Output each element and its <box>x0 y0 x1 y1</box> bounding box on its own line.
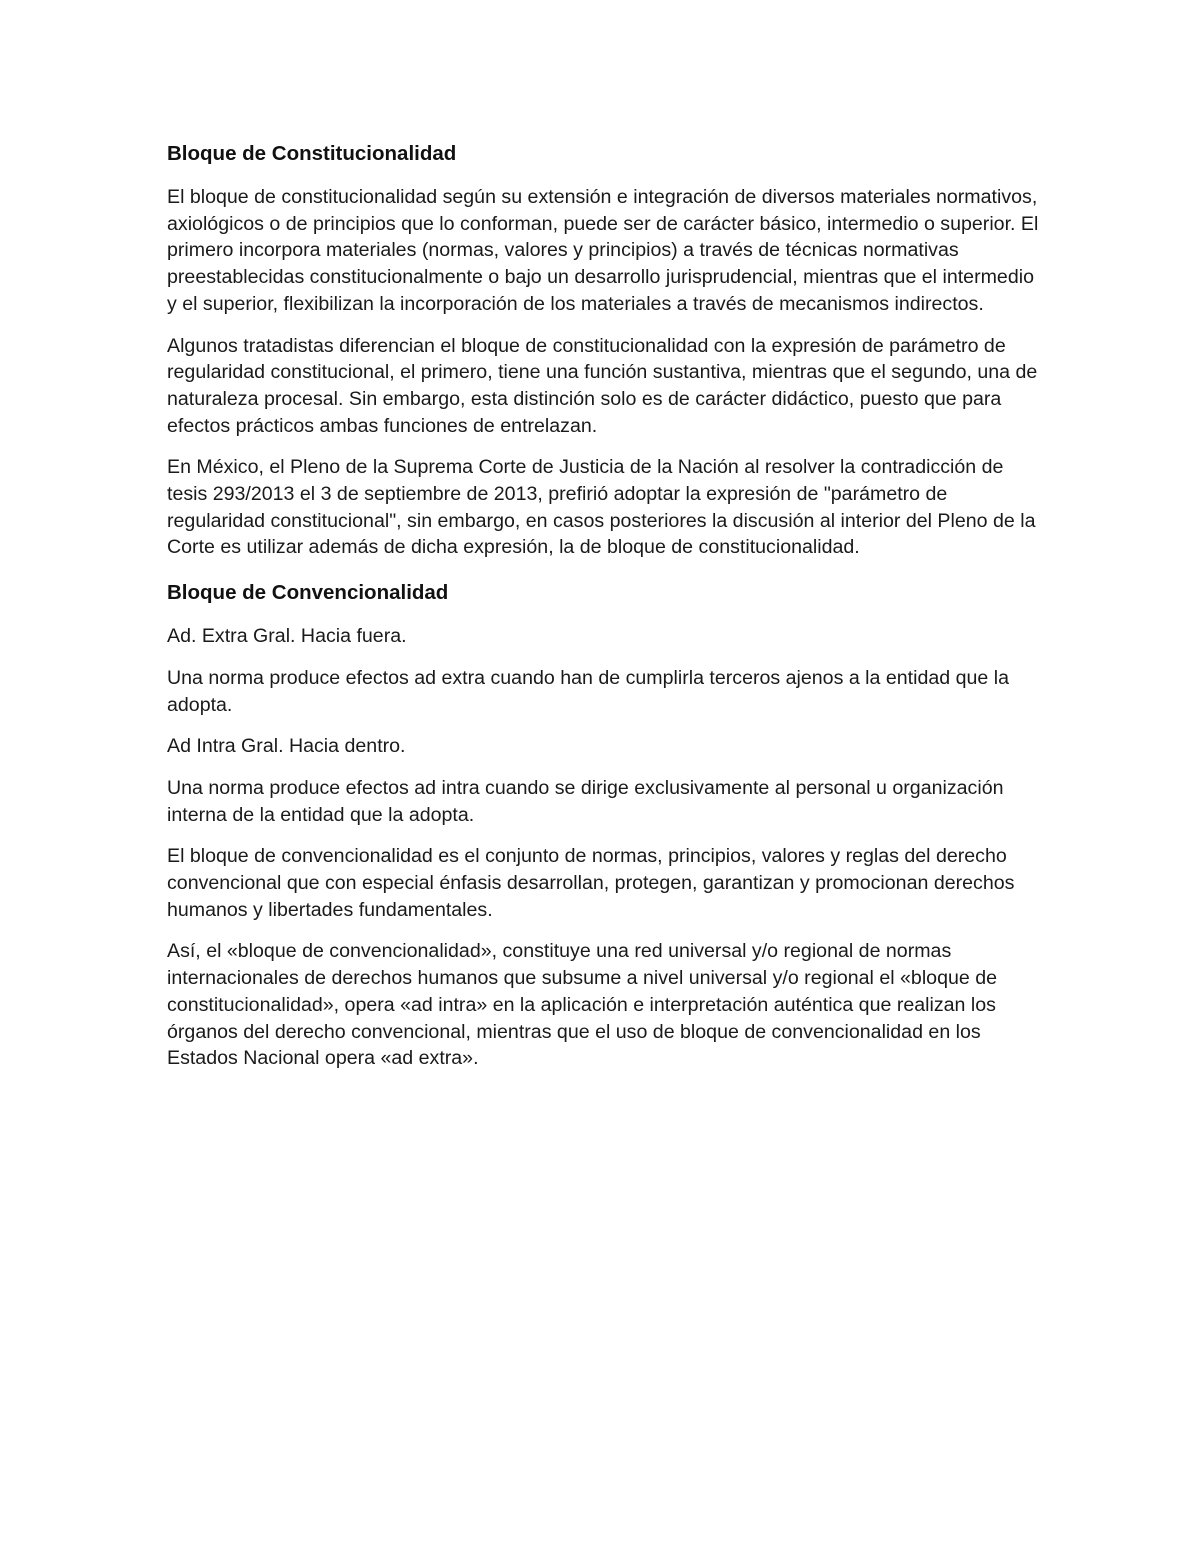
section-heading: Bloque de Constitucionalidad <box>167 142 457 165</box>
paragraph: Así, el «bloque de convencionalidad», constituye una red universal y/o regional de normas internacionales de derechos humanos que subsume a nivel universal y/o regional el «bloque de constitucionalidad», opera «ad intra» en la aplicación e interpretación auténtica que realizan los órganos del derecho convencional, mientras que el uso de bloque de convencionalidad en los Estados Nacional opera «ad extra». <box>167 940 998 1070</box>
paragraph: Ad. Extra Gral. Hacia fuera. <box>167 625 407 648</box>
paragraph: Ad Intra Gral. Hacia dentro. <box>167 735 406 758</box>
section-heading: Bloque de Convencionalidad <box>167 581 449 605</box>
paragraph: El bloque de convencionalidad es el conjunto de normas, principios, valores y reglas del derecho convencional que con especial énfasis desarrollan, protegen, garantizan y promocionan derechos humanos y libertades fundamentales. <box>167 845 1015 921</box>
document-page <box>167 140 1047 1087</box>
paragraph: El bloque de constitucionalidad según su extensión e integración de diversos materiales normativos, axiológicos o de principios que lo conforman, puede ser de carácter básico, intermedio o superior. El primero incorpora materiales (normas, valores y principios) a través de técnicas normativas preestablecidas constitucionalmente o bajo un desarrollo jurisprudencial, mientras que el intermedio y el superior, flexibilizan la incorporación de los materiales a través de mecanismos indirectos. <box>167 186 1039 315</box>
section-convencionalidad <box>167 579 1047 1072</box>
paragraph: Una norma produce efectos ad intra cuando se dirige exclusivamente al personal u organización interna de la entidad que la adopta. <box>167 776 1004 826</box>
section-constitucionalidad <box>167 140 1047 561</box>
paragraph: En México, el Pleno de la Suprema Corte de Justicia de la Nación al resolver la contradicción de tesis 293/2013 el 3 de septiembre de 2013, prefirió adoptar la expresión de "parámetro de regularidad constitucional", sin embargo, en casos posteriores la discusión al interior del Pleno de la Corte es utilizar además de dicha expresión, la de bloque de constitucionalidad. <box>167 456 1036 559</box>
paragraph: Algunos tratadistas diferencian el bloque de constitucionalidad con la expresión de parámetro de regularidad constitucional, el primero, tiene una función sustantiva, mientras que el segundo, una de naturaleza procesal. Sin embargo, esta distinción solo es de carácter didáctico, puesto que para efectos prácticos ambas funciones de entrelazan. <box>167 334 1038 437</box>
paragraph: Una norma produce efectos ad extra cuando han de cumplirla terceros ajenos a la entidad que la adopta. <box>167 666 1009 716</box>
